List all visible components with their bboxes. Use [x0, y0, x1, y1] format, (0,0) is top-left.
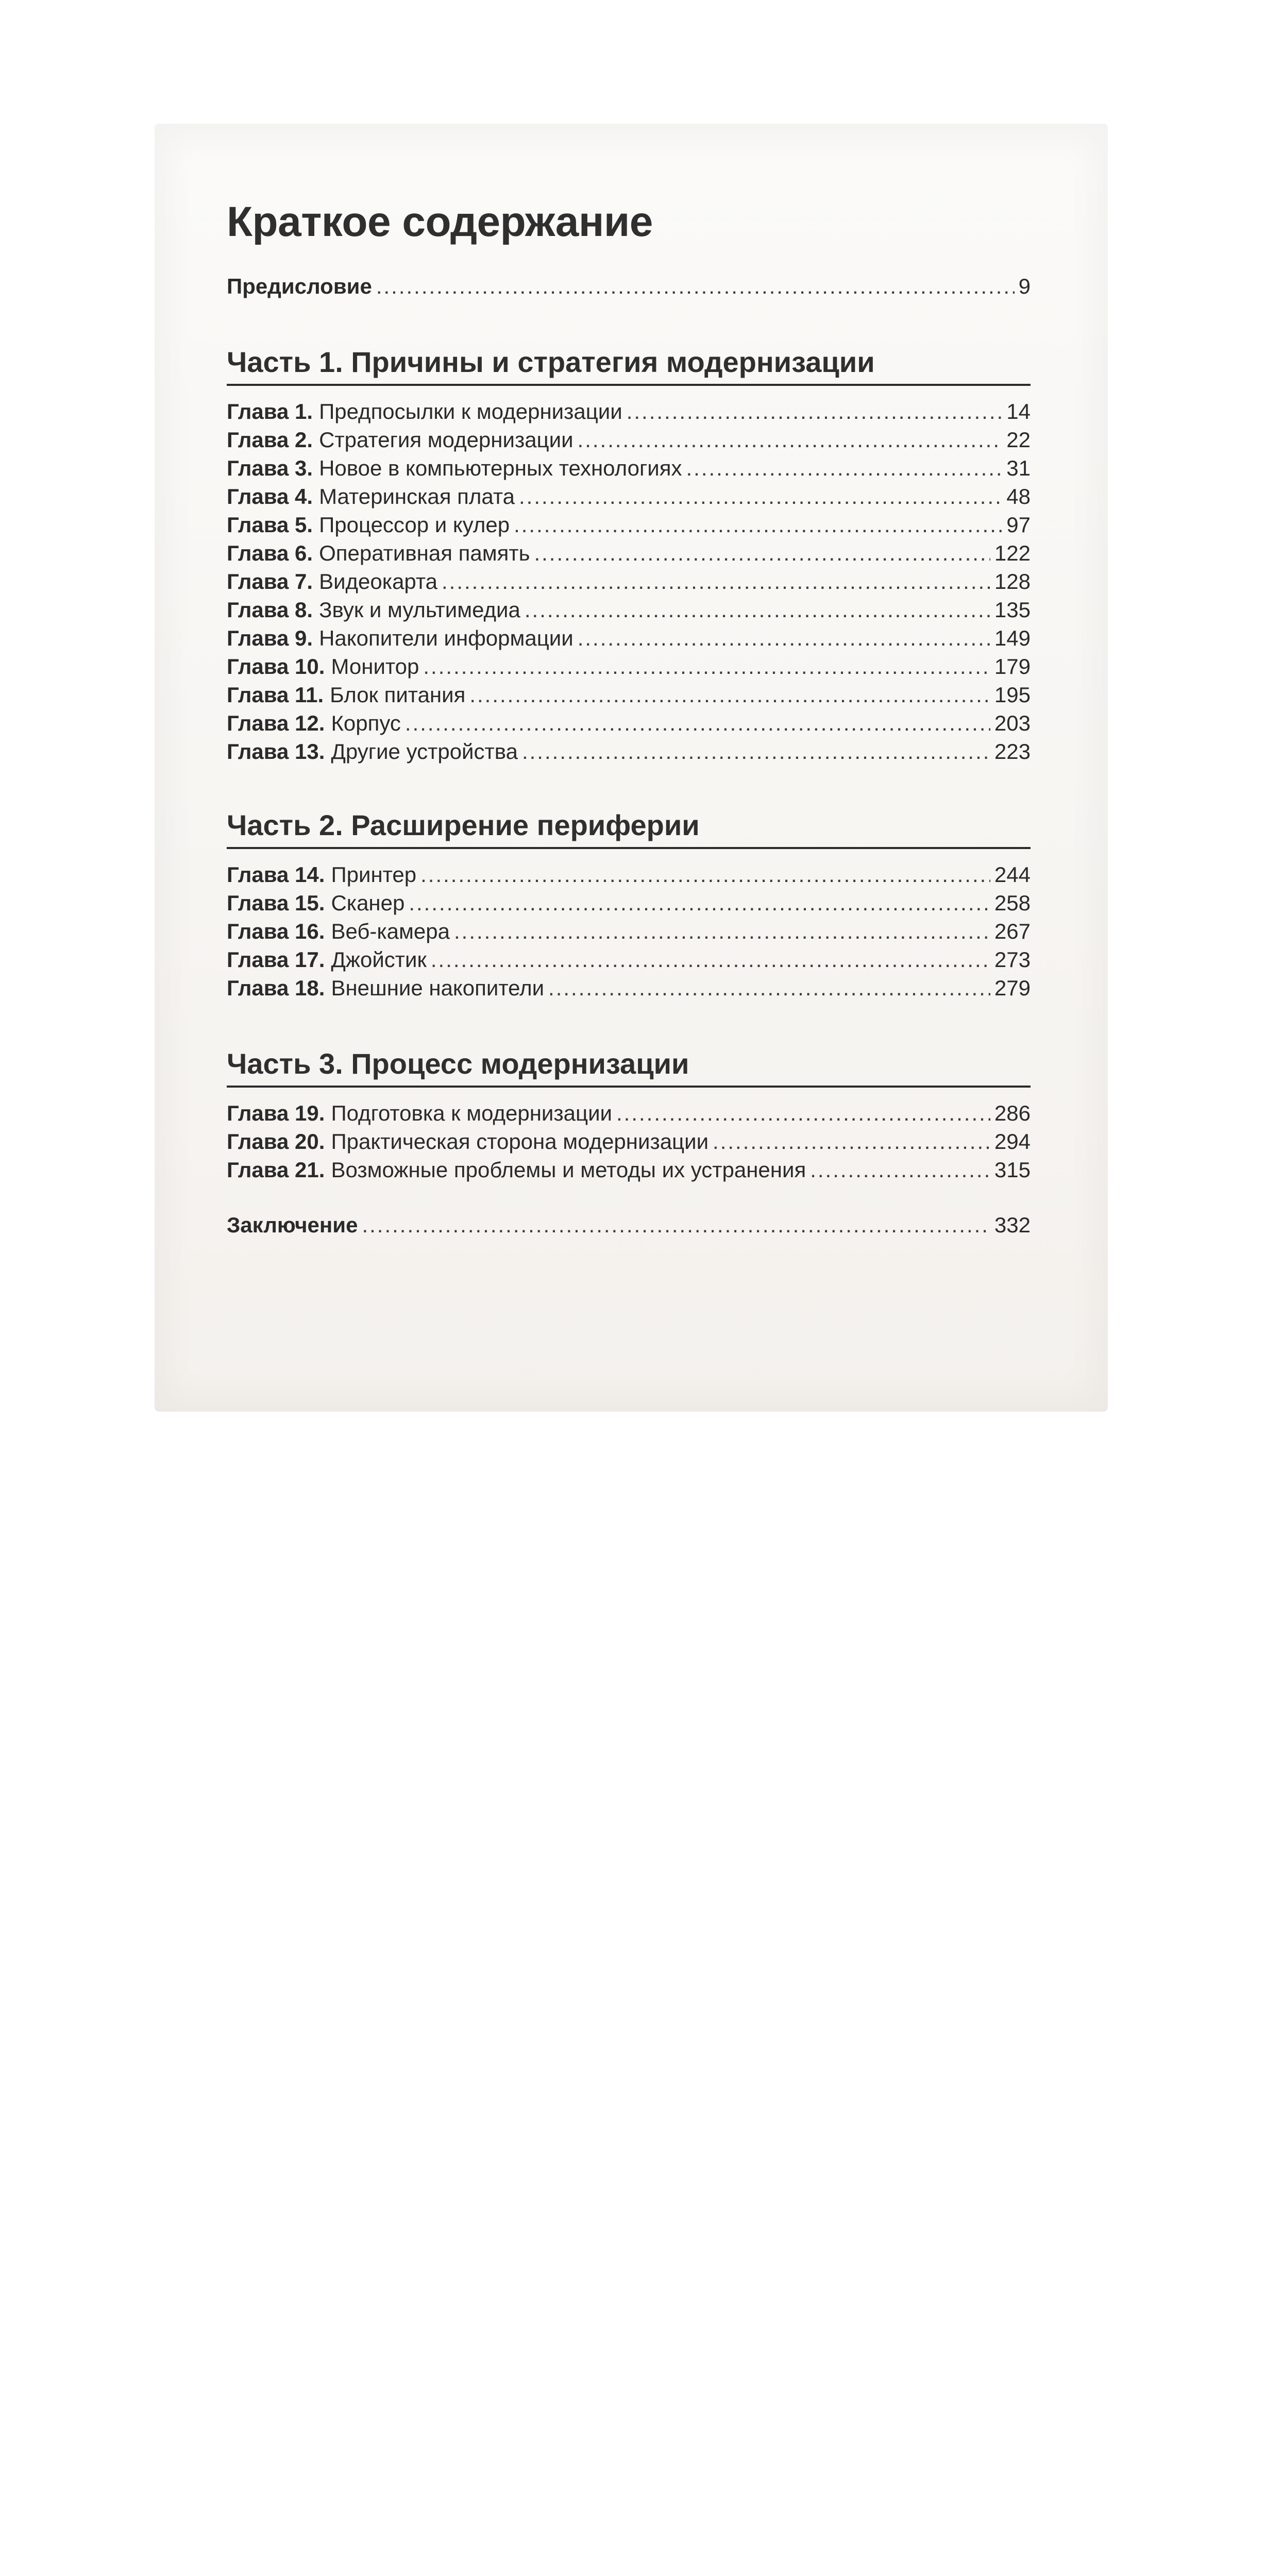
chapter-number: Глава 17. [227, 947, 325, 972]
chapter-page: 267 [994, 919, 1031, 943]
toc-entry-chapter [227, 482, 1031, 511]
parts-list [227, 348, 1031, 1184]
chapter-number: Глава 12. [227, 711, 325, 735]
chapter-number: Глава 20. [227, 1129, 325, 1154]
toc-entry-chapter [227, 652, 1031, 681]
preface-label: Предисловие [227, 274, 372, 298]
toc-entry-chapter [227, 426, 1031, 454]
chapter-title: Материнская плата [319, 484, 515, 509]
chapter-page: 273 [994, 947, 1031, 972]
conclusion-page: 332 [994, 1213, 1031, 1237]
toc-entry-chapter [227, 397, 1031, 426]
dot-leader [810, 1156, 990, 1184]
toc-entry-chapter [227, 624, 1031, 652]
dot-leader [522, 737, 990, 766]
toc-entry-chapter [227, 945, 1031, 974]
chapter-title: Веб-камера [331, 919, 450, 943]
part-section [227, 811, 1031, 1002]
dot-leader [525, 596, 990, 624]
chapter-page: 128 [994, 569, 1031, 594]
chapter-number: Глава 9. [227, 626, 313, 650]
chapter-number: Глава 6. [227, 541, 313, 565]
toc-entry-chapter [227, 511, 1031, 539]
part-section [227, 348, 1031, 766]
chapter-number: Глава 14. [227, 862, 325, 887]
dot-leader [713, 1127, 990, 1156]
chapter-number: Глава 15. [227, 891, 325, 915]
preface-page: 9 [1018, 274, 1031, 298]
dot-leader [442, 567, 990, 596]
chapter-number: Глава 16. [227, 919, 325, 943]
chapter-page: 97 [1006, 513, 1031, 537]
chapter-number: Глава 2. [227, 428, 313, 452]
toc-entry-chapter [227, 737, 1031, 766]
part-heading: Часть 1. Причины и стратегия модернизации [227, 348, 1031, 386]
dot-leader [548, 974, 990, 1002]
dot-leader [420, 860, 990, 889]
chapter-title: Сканер [331, 891, 405, 915]
chapter-title: Корпус [331, 711, 401, 735]
dot-leader [519, 482, 1002, 511]
chapter-title: Внешние накопители [331, 976, 545, 1000]
toc-entry-chapter [227, 709, 1031, 737]
toc-entry-chapter [227, 1099, 1031, 1127]
dot-leader [362, 1211, 990, 1239]
chapter-number: Глава 18. [227, 976, 325, 1000]
toc-entry-chapter [227, 860, 1031, 889]
dot-leader [405, 709, 990, 737]
chapter-title: Джойстик [331, 947, 427, 972]
chapter-page: 135 [994, 598, 1031, 622]
toc-entry-chapter [227, 454, 1031, 482]
chapter-title: Возможные проблемы и методы их устранения [331, 1158, 806, 1182]
dot-leader [616, 1099, 990, 1127]
conclusion-label: Заключение [227, 1213, 358, 1237]
chapter-title: Предпосылки к модернизации [319, 399, 622, 423]
chapter-title: Новое в компьютерных технологиях [319, 456, 682, 480]
chapter-number: Глава 13. [227, 739, 325, 764]
part-heading: Часть 3. Процесс модернизации [227, 1049, 1031, 1088]
chapter-title: Видеокарта [319, 569, 437, 594]
toc-content [227, 198, 1031, 1239]
part-section [227, 1049, 1031, 1184]
toc-entry-chapter [227, 596, 1031, 624]
dot-leader [627, 397, 1003, 426]
chapter-page: 149 [994, 626, 1031, 650]
chapter-number: Глава 21. [227, 1158, 325, 1182]
chapter-number: Глава 4. [227, 484, 313, 509]
chapter-number: Глава 7. [227, 569, 313, 594]
chapter-page: 258 [994, 891, 1031, 915]
chapter-number: Глава 8. [227, 598, 313, 622]
toc-entry-conclusion [227, 1211, 1031, 1239]
toc-entry-chapter [227, 539, 1031, 567]
chapter-page: 14 [1006, 399, 1031, 423]
chapter-page: 279 [994, 976, 1031, 1000]
toc-entry-chapter [227, 567, 1031, 596]
chapter-title: Стратегия модернизации [319, 428, 573, 452]
chapter-page: 203 [994, 711, 1031, 735]
toc-entry-chapter [227, 917, 1031, 945]
dot-leader [578, 426, 1003, 454]
dot-leader [514, 511, 1002, 539]
chapter-page: 22 [1006, 428, 1031, 452]
chapter-number: Глава 11. [227, 683, 324, 707]
chapter-title: Подготовка к модернизации [331, 1101, 612, 1125]
chapter-page: 48 [1006, 484, 1031, 509]
toc-entry-chapter [227, 974, 1031, 1002]
dot-leader [431, 945, 990, 974]
chapter-page: 315 [994, 1158, 1031, 1182]
chapter-title: Принтер [331, 862, 417, 887]
part-heading: Часть 2. Расширение периферии [227, 811, 1031, 849]
chapter-title: Оперативная память [319, 541, 530, 565]
dot-leader [534, 539, 990, 567]
chapter-page: 244 [994, 862, 1031, 887]
toc-entry-chapter [227, 681, 1031, 709]
chapter-page: 195 [994, 683, 1031, 707]
toc-entry-chapter [227, 1127, 1031, 1156]
chapter-page: 179 [994, 654, 1031, 679]
chapter-page: 223 [994, 739, 1031, 764]
dot-leader [578, 624, 990, 652]
chapter-page: 31 [1006, 456, 1031, 480]
dot-leader [686, 454, 1002, 482]
toc-entry-chapter [227, 889, 1031, 917]
chapter-page: 286 [994, 1101, 1031, 1125]
dot-leader [423, 652, 990, 681]
chapter-title: Звук и мультимедиа [319, 598, 520, 622]
chapter-number: Глава 1. [227, 399, 313, 423]
dot-leader [469, 681, 990, 709]
chapter-title: Блок питания [330, 683, 466, 707]
dot-leader [376, 272, 1015, 300]
chapter-title: Монитор [331, 654, 419, 679]
dot-leader [454, 917, 990, 945]
chapter-number: Глава 5. [227, 513, 313, 537]
chapter-title: Практическая сторона модернизации [331, 1129, 709, 1154]
chapter-number: Глава 19. [227, 1101, 325, 1125]
page-title: Краткое содержание [227, 198, 653, 245]
chapter-title: Накопители информации [319, 626, 573, 650]
chapter-title: Процессор и кулер [319, 513, 510, 537]
dot-leader [409, 889, 990, 917]
toc-entry-chapter [227, 1156, 1031, 1184]
chapter-title: Другие устройства [331, 739, 518, 764]
chapter-number: Глава 3. [227, 456, 313, 480]
chapter-page: 294 [994, 1129, 1031, 1154]
toc-entry-preface [227, 272, 1031, 300]
chapter-number: Глава 10. [227, 654, 325, 679]
chapter-page: 122 [994, 541, 1031, 565]
